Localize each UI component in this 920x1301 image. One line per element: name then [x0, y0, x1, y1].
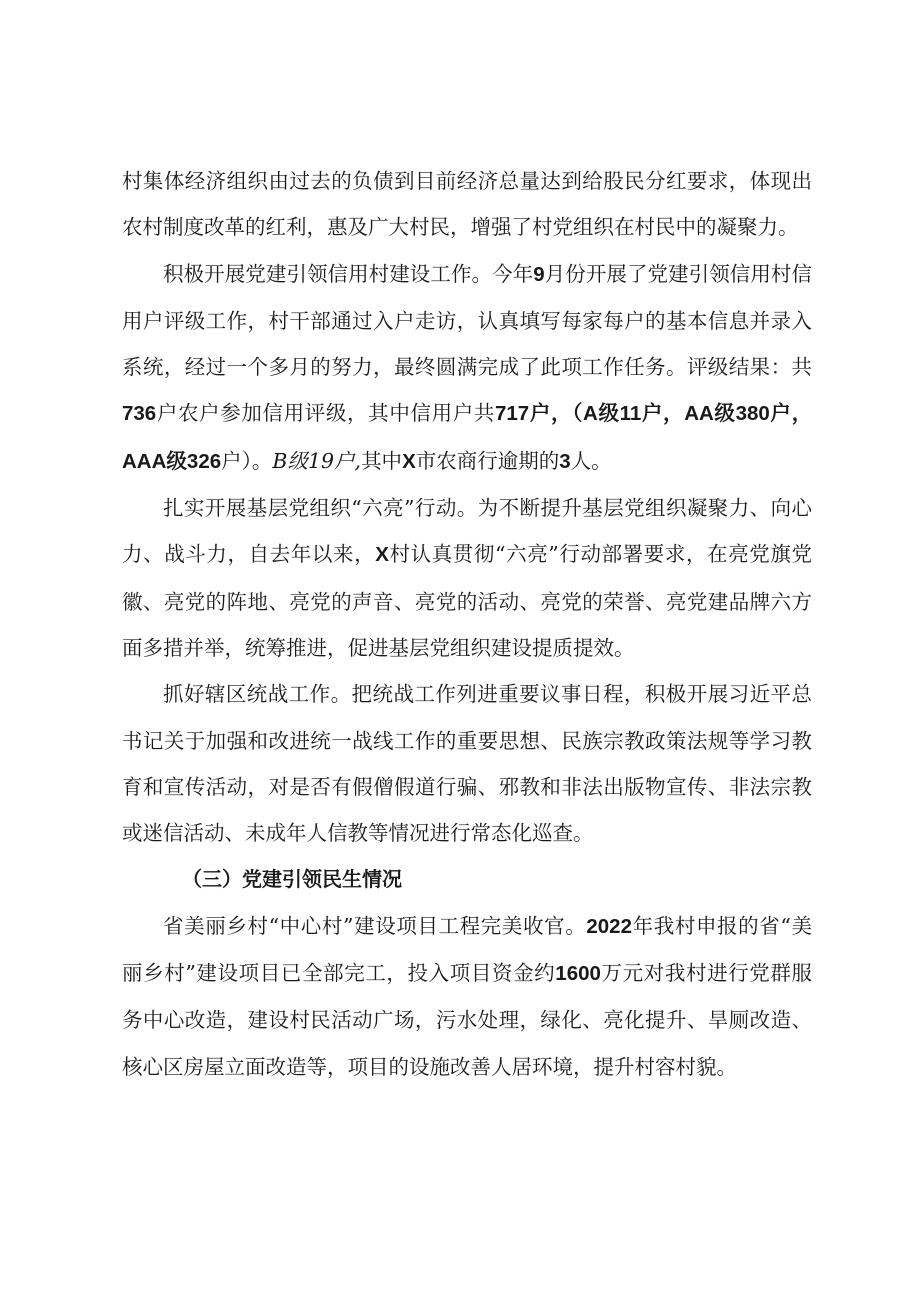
text-segment: 年我村申报的省“美丽乡村”建设项目已全部完工，投入项目资金约 [122, 913, 812, 986]
city-placeholder: X [402, 449, 416, 473]
section-heading [122, 856, 812, 902]
text-segment: 抓好辖区统战工作。把统战工作列进重要议事日程，积极开展习近平总书记关于加强和改进统一战线工作的重要思想、民族宗教政策法规等学习教育和宣传活动，对是否有假僧假道行骗、邪教和非法出版物宣传、非法宗教或迷信活动、未成年人信教等情况进行常态化巡查。 [122, 682, 812, 846]
paragraph-six-highlights [122, 485, 812, 671]
grade-aa-label: AA [684, 402, 714, 426]
number-overdue: 3 [559, 449, 571, 473]
grade-a-label: A [583, 402, 598, 426]
paragraph-beautiful-village [122, 903, 812, 1090]
text-segment: 村认真贯彻“六亮”行动部署要求，在亮党旗党徽、亮党的阵地、亮党的声音、亮党的活动、亮党的荣誉、亮党建品牌六方面多措并举，统筹推进，促进基层党组织建设提质提效。 [122, 542, 812, 660]
village-placeholder: X [375, 543, 389, 567]
text-segment: 积极开展党建引领信用村建设工作。今年 [163, 261, 534, 286]
text-segment: 万元对我村进行党群服务中心改造，建设村民活动广场，污水处理，绿化、亮化提升、旱厕改造、核心区房屋立面改造等，项目的设施改善人居环境，提升村容村貌。 [122, 961, 813, 1079]
text-segment: 户，（ [529, 402, 584, 426]
paragraph-credit-village [122, 251, 812, 485]
document-body [122, 158, 812, 1090]
number-total-households: 736 [122, 402, 157, 426]
text-segment: 级 [597, 402, 620, 426]
number-year: 2022 [586, 914, 632, 938]
text-segment: 省美丽乡村“中心村”建设项目工程完美收官。 [163, 913, 587, 938]
number-grade-a: 11 [619, 402, 642, 426]
number-credit-households: 717 [495, 402, 530, 426]
grade-b-count: B级19户, [272, 448, 362, 473]
number-grade-aaa: 326 [186, 449, 222, 473]
text-segment: 户）。 [221, 448, 273, 473]
number-investment: 1600 [555, 962, 601, 986]
text-segment: 市农商行逾期的 [415, 448, 560, 473]
text-segment: 级 [166, 449, 187, 473]
text-segment: 户， [641, 402, 685, 426]
text-segment: 户农户参加信用评级，其中信用户共 [156, 401, 495, 426]
text-segment: 月份开展了党建引领信用村信用户评级工作，村干部通过入户走访，认真填写每家每户的基本信息并录入系统，经过一个多月的努力，最终圆满完成了此项工作任务。评级结果：共 [122, 261, 813, 380]
text-segment: 人。 [570, 448, 612, 473]
grade-aaa-label: AAA [122, 449, 167, 473]
number-grade-aa: 380 [735, 402, 770, 426]
paragraph-collective-economy [122, 158, 812, 251]
text-segment: 级 [713, 402, 736, 426]
heading-text: （三）党建引领民生情况 [182, 867, 402, 892]
text-segment: 其中 [361, 448, 403, 473]
text-segment: 扎实开展基层党组织“六亮”行动。为不断提升基层党组织凝聚力、向心力、战斗力，自去年以来， [122, 496, 812, 567]
text-segment: 村集体经济组织由过去的负债到目前经济总量达到给股民分红要求，体现出农村制度改革的红利，惠及广大村民，增强了村党组织在村民中的凝聚力。 [122, 169, 812, 240]
text-segment: 户， [769, 402, 813, 426]
paragraph-united-front [122, 671, 812, 856]
number-month: 9 [533, 262, 545, 286]
